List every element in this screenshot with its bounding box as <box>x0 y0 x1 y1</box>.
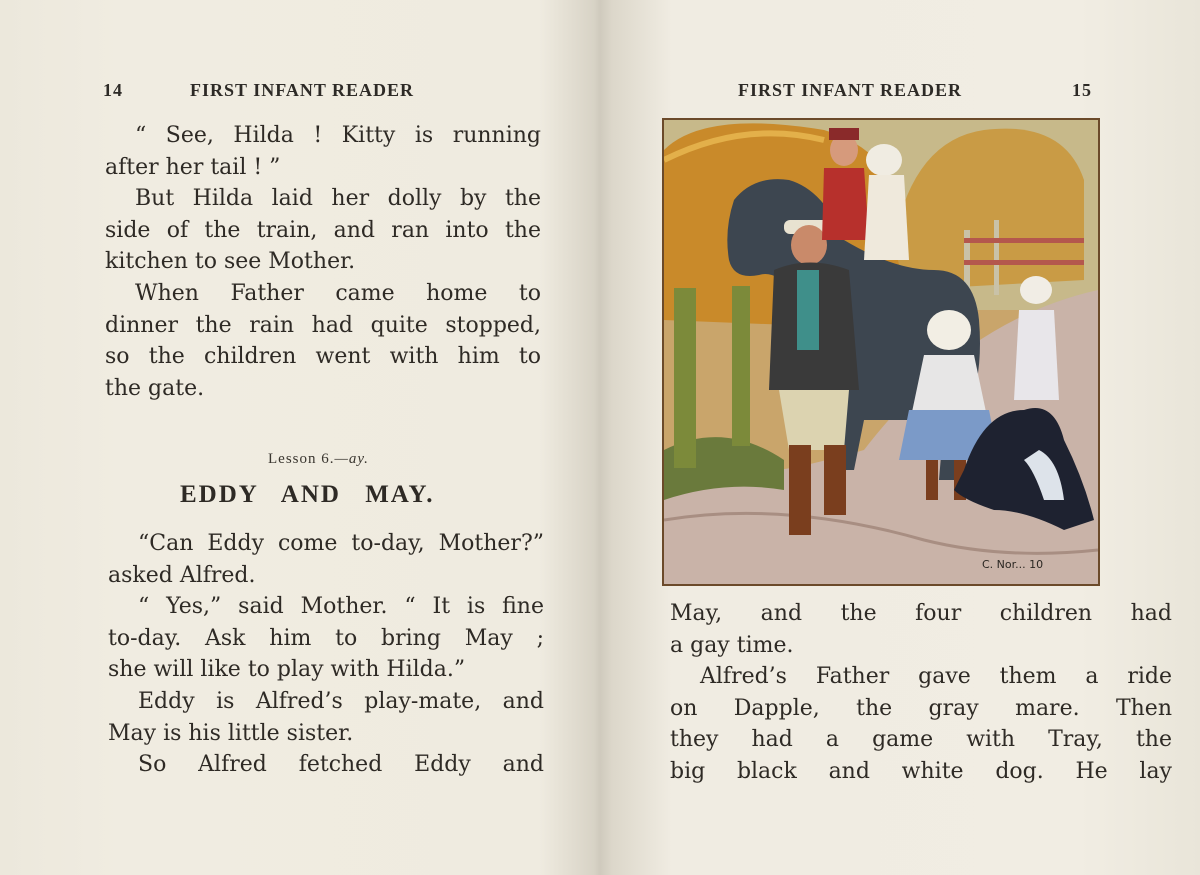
running-title-left: FIRST INFANT READER <box>190 80 415 100</box>
text-line: so the children went with him to <box>105 344 541 370</box>
boy-suit <box>1014 310 1059 400</box>
paragraph-cont <box>108 654 544 686</box>
fence-post <box>994 220 999 295</box>
text-line: a gay time. <box>670 632 794 658</box>
paragraph <box>108 591 544 623</box>
text-line: May, and the four children had <box>670 601 1172 626</box>
paragraph <box>108 749 544 781</box>
text-line: after her tail ! ” <box>105 154 281 180</box>
paragraph-cont <box>670 693 1172 725</box>
paragraph-cont <box>105 152 541 184</box>
right-text <box>670 598 1172 788</box>
lesson-heading: EDDY AND MAY. <box>180 481 435 508</box>
text-line: side of the train, and ran into the <box>105 217 541 243</box>
left-text-bottom <box>108 528 544 781</box>
paragraph-cont <box>670 598 1172 630</box>
text-line: on Dapple, the gray mare. Then <box>670 695 1172 721</box>
girl-bonnet-2 <box>927 310 971 350</box>
father-breeches <box>779 390 849 450</box>
text-line: When Father came home to <box>135 280 541 306</box>
text-line: May is his little sister. <box>108 720 354 746</box>
lesson-label <box>268 451 369 468</box>
lesson-number: Lesson 6. <box>268 451 335 467</box>
girl-bonnet <box>866 144 902 176</box>
paragraph-cont <box>105 215 541 247</box>
paragraph-cont <box>105 310 541 342</box>
gate-post <box>732 286 750 446</box>
running-title-right: FIRST INFANT READER <box>738 80 963 100</box>
girl-dress <box>864 175 909 260</box>
paragraph <box>105 183 541 215</box>
text-line: But Hilda laid her dolly by the <box>135 186 541 212</box>
text-line: she will like to play with Hilda.” <box>108 657 466 683</box>
text-line: “Can Eddy come to-day, Mother?” <box>138 531 544 556</box>
left-text-top <box>105 120 541 404</box>
text-line: they had a game with Tray, the <box>670 727 1172 753</box>
lesson-sound: —ay. <box>334 451 369 467</box>
girl-leg <box>926 460 938 500</box>
father-vest <box>797 270 819 350</box>
text-line: “ See, Hilda ! Kitty is running <box>135 123 541 148</box>
paragraph <box>108 528 544 560</box>
text-line: asked Alfred. <box>108 562 256 588</box>
text-line: the gate. <box>105 375 205 401</box>
father-boot <box>789 445 811 535</box>
paragraph-cont <box>108 623 544 655</box>
paragraph-cont <box>670 630 1172 662</box>
artist-signature: C. Nor... 10 <box>982 558 1044 571</box>
boy-jacket <box>822 168 869 240</box>
paragraph <box>105 278 541 310</box>
paragraph <box>670 661 1172 693</box>
page-number-right: 15 <box>1072 80 1092 100</box>
text-line: big black and white dog. He lay <box>670 758 1172 784</box>
paragraph-cont <box>108 718 544 750</box>
page-number-left: 14 <box>103 80 123 100</box>
paragraph-cont <box>670 724 1172 756</box>
boy-cap <box>829 128 859 140</box>
illustration-art <box>664 120 1098 584</box>
color-illustration <box>662 118 1100 586</box>
text-line: Eddy is Alfred’s play-mate, and <box>138 688 544 714</box>
paragraph-cont <box>670 756 1172 788</box>
fence-rail <box>964 260 1084 265</box>
paragraph <box>105 120 541 152</box>
text-line: So Alfred fetched Eddy and <box>138 752 544 778</box>
father-face <box>791 225 827 265</box>
gate-post <box>674 288 696 468</box>
paragraph-cont <box>105 246 541 278</box>
boy-hat <box>1020 276 1052 304</box>
text-line: Alfred’s Father gave them a ride <box>700 664 1172 690</box>
paragraph-cont <box>105 373 541 405</box>
paragraph-cont <box>108 560 544 592</box>
father-boot <box>824 445 846 515</box>
text-line: dinner the rain had quite stopped, <box>105 312 541 338</box>
fence-rail <box>964 238 1084 243</box>
paragraph-cont <box>105 341 541 373</box>
text-line: kitchen to see Mother. <box>105 249 356 275</box>
text-line: to-day. Ask him to bring May ; <box>108 625 544 651</box>
right-page <box>600 0 1200 875</box>
paragraph <box>108 686 544 718</box>
text-line: “ Yes,” said Mother. “ It is fine <box>138 594 544 620</box>
